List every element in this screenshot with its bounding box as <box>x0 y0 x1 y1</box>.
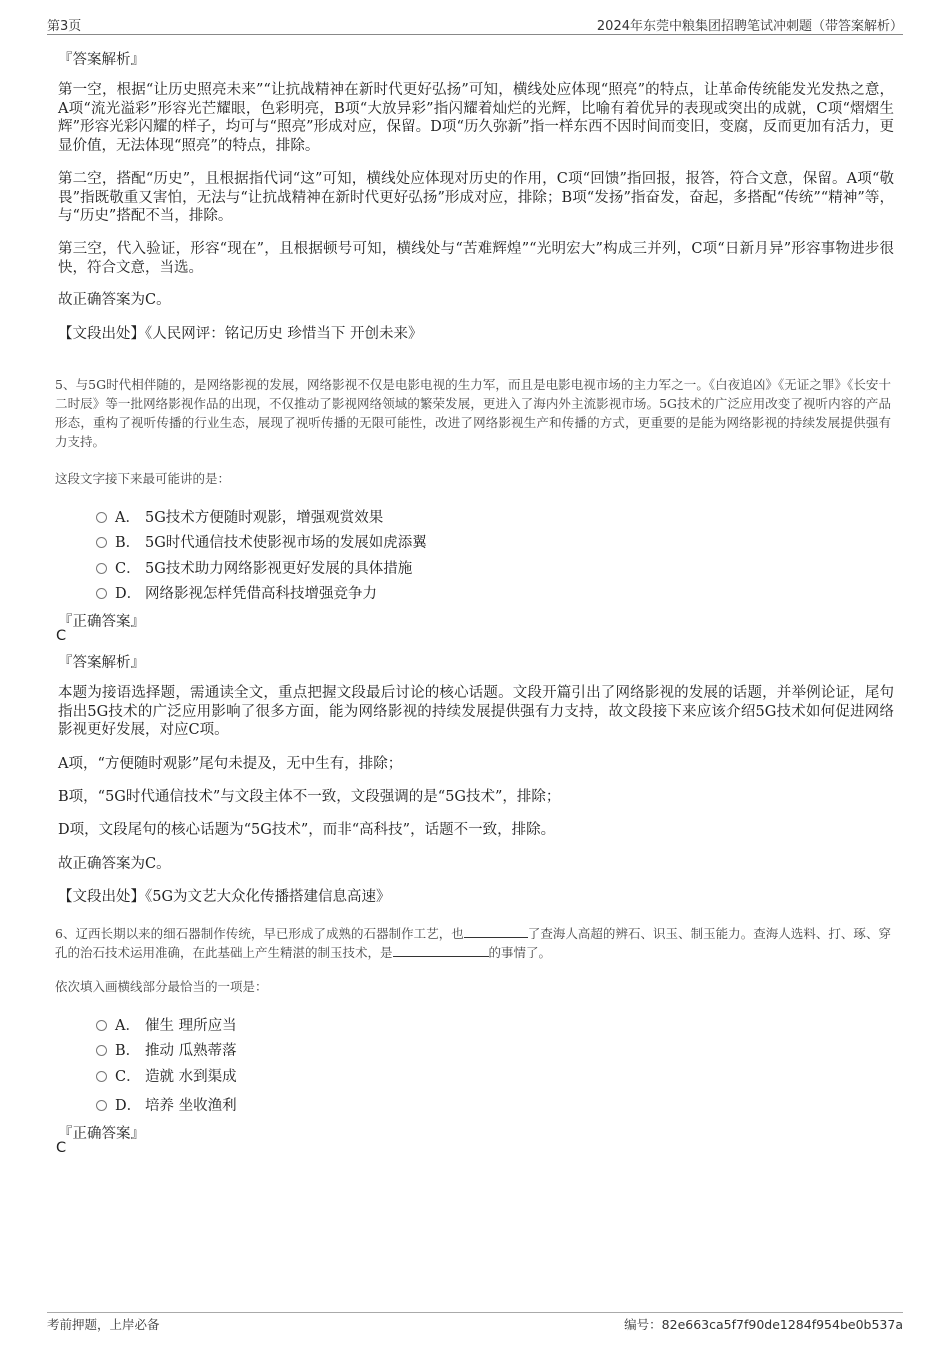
radio-button[interactable] <box>96 1045 107 1056</box>
analysis-paragraph: A项，“方便随时观影”尾句未提及，无中生有，排除； <box>58 756 403 772</box>
document-title: 2024年东莞中粮集团招聘笔试冲刺题（带答案解析） <box>596 19 903 34</box>
fill-blank <box>393 944 489 957</box>
radio-button[interactable] <box>96 1100 107 1111</box>
radio-button[interactable] <box>96 588 107 599</box>
analysis-paragraph: 第一空，根据“让历史照亮未来”“让抗战精神在新时代更好弘扬”可知，横线处应体现“照亮”的特点，让革命传统能发光发热之意，A项“流光溢彩”形容光芒耀眼，色彩明亮，B项“大放异彩”指闪耀着灿烂的光辉，比喻有着优异的表现或突出的成就，C项“熠熠生辉”形容光彩闪耀的样子，均可与“照亮”形成对应，保留。D项“历久弥新”指一样东西不因时间而变旧，变腐，反而更加有活力，更显价值，无法体现“照亮”的特点，排除。 <box>58 82 894 154</box>
question-prompt: 这段文字接下来最可能讲的是： <box>55 471 231 486</box>
analysis-label: 『答案解析』 <box>58 52 145 68</box>
conclusion: 故正确答案为C。 <box>58 856 171 872</box>
source-citation: 【文段出处】《人民网评：铭记历史 珍惜当下 开创未来》 <box>58 326 423 342</box>
option-b[interactable]: B． 推动 瓜熟蒂落 <box>96 1039 237 1060</box>
fill-blank <box>464 925 528 938</box>
radio-button[interactable] <box>96 512 107 523</box>
page-number: 第3页 <box>47 19 82 34</box>
analysis-paragraph: 本题为接语选择题，需通读全文，重点把握文段最后讨论的核心话题。文段开篇引出了网络影视的发展的话题，并举例论证，尾句指出5G技术的广泛应用影响了很多方面，能为网络影视的持续发展提供强有力支持，故文段接下来应该介绍5G技术如何促进网络影视更好发展，对应C项。 <box>58 685 894 738</box>
analysis-paragraph: B项，“5G时代通信技术”与文段主体不一致，文段强调的是“5G技术”，排除； <box>58 789 561 805</box>
source-citation: 【文段出处】《5G为文艺大众化传播搭建信息高速》 <box>58 889 391 905</box>
analysis-paragraph: 第二空，搭配“历史”，且根据指代词“这”可知，横线处应体现对历史的作用，C项“回馈”指回报，报答，符合文意，保留。A项“敬畏”指既敬重又害怕，无法与“让抗战精神在新时代更好弘扬”形成对应，排除；B项“发扬”指奋发，奋起，多搭配“传统”“精神”等，与“历史”搭配不当，排除。 <box>58 171 894 224</box>
page-header <box>47 14 903 35</box>
correct-answer: C <box>56 628 67 644</box>
option-c[interactable]: C． 5G技术助力网络影视更好发展的具体措施 <box>96 557 412 578</box>
option-a[interactable]: A． 5G技术方便随时观影，增强观赏效果 <box>96 506 383 527</box>
analysis-label: 『答案解析』 <box>58 655 145 671</box>
option-d[interactable]: D． 网络影视怎样凭借高科技增强竞争力 <box>96 582 377 603</box>
option-b[interactable]: B． 5G时代通信技术使影视市场的发展如虎添翼 <box>96 531 427 552</box>
question-stem: 5、与5G时代相伴随的，是网络影视的发展，网络影视不仅是电影电视的生力军，而且是电影电视市场的主力军之一。《白夜追凶》《无证之罪》《长安十二时辰》等一批网络影视作品的出现，不仅推动了影视网络领域的繁荣发展，更进入了海内外主流影视市场。5G技术的广泛应用改变了视听内容的产品形态，重构了视听传播的行业生态，展现了视听传播的无限可能性，改进了网络影视生产和传播的方式，更重要的是能为网络影视的持续发展提供强有力支持。 <box>55 377 891 449</box>
option-c[interactable]: C． 造就 水到渠成 <box>96 1065 237 1086</box>
question-stem: 6、辽西长期以来的细石器制作传统，早已形成了成熟的石器制作工艺，也 了查海人高超的辨石、识玉、制玉能力。查海人选料、打、琢、穿孔的治石技术运用准确，在此基础上产生精湛的制玉技术，是 的事情了。 <box>55 926 891 960</box>
correct-answer: C <box>56 1140 67 1156</box>
radio-button[interactable] <box>96 1020 107 1031</box>
radio-button[interactable] <box>96 1071 107 1082</box>
footer-slogan: 考前押题，上岸必备 <box>47 1317 160 1332</box>
page-footer <box>47 1312 903 1333</box>
answer-label: 『正确答案』 <box>58 614 145 630</box>
analysis-paragraph: 第三空，代入验证，形容“现在”，且根据顿号可知，横线处与“苦难辉煌”“光明宏大”构成三并列，C项“日新月异”形容事物进步很快，符合文意，当选。 <box>58 241 894 276</box>
option-d[interactable]: D． 培养 坐收渔利 <box>96 1094 237 1115</box>
analysis-paragraph: D项，文段尾句的核心话题为“5G技术”，而非“高科技”，话题不一致，排除。 <box>58 822 556 838</box>
radio-button[interactable] <box>96 563 107 574</box>
option-a[interactable]: A． 催生 理所应当 <box>96 1014 237 1035</box>
question-prompt: 依次填入画横线部分最恰当的一项是： <box>55 979 268 994</box>
radio-button[interactable] <box>96 537 107 548</box>
conclusion: 故正确答案为C。 <box>58 292 171 308</box>
document-code: 编号：82e663ca5f7f90de1284f954be0b537a <box>624 1317 903 1332</box>
answer-label: 『正确答案』 <box>58 1126 145 1142</box>
